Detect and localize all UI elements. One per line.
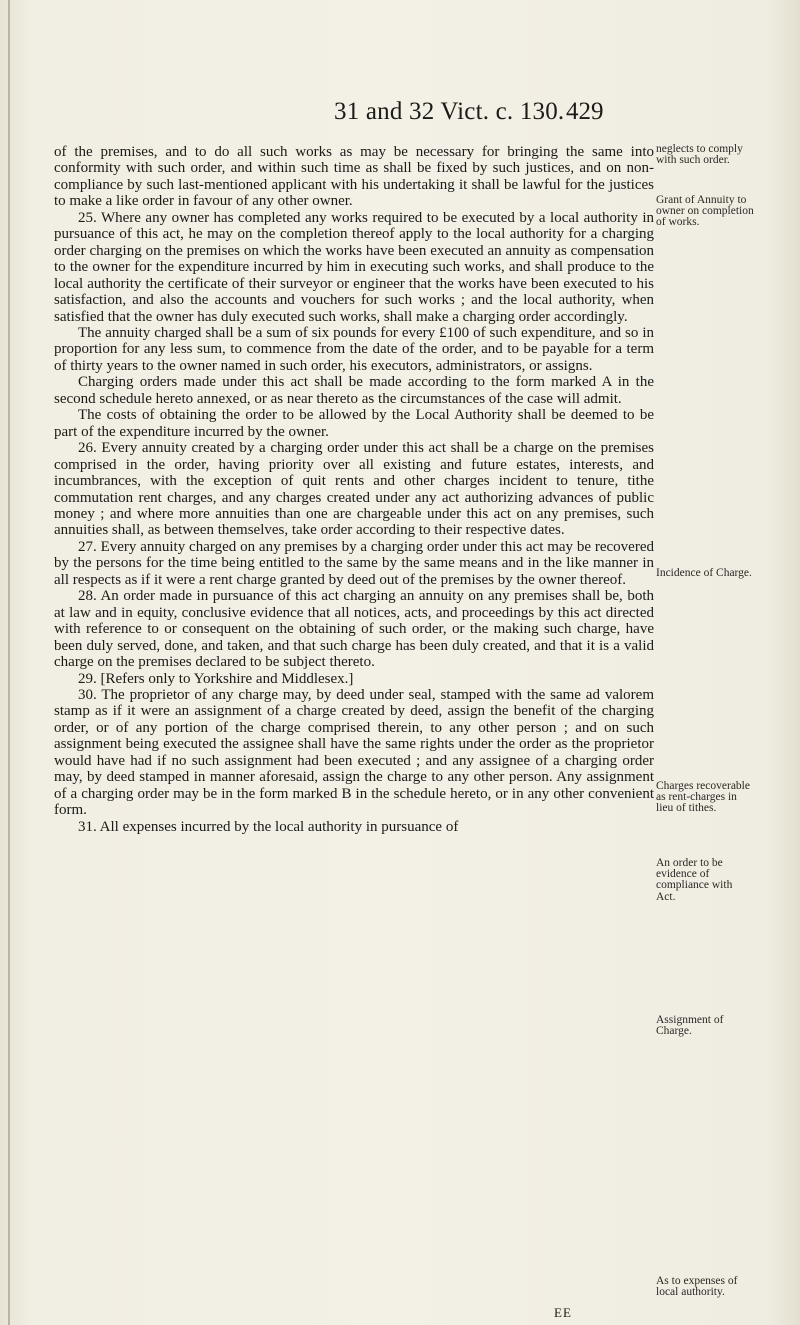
section-25: 25. Where any owner has completed any works required to be executed by a local authority in pursuance of this act, he may on the completion thereof apply to the local authority for a charging order charging on the premises on which the works have been executed an annuity as compensation to the owner for the expenditure incurred by him in executing such works, and shall produce to the local authority the certificate of their surveyor or engineer that the works have been executed to his satisfaction, and also the accounts and vouchers for such works ; and the local authority, when satisfied that the owner has duly executed such works, shall make a charging order accordingly. <box>54 209 654 325</box>
side-note-order-evidence: An order to be evidence of compliance with Act. <box>656 857 733 903</box>
section-28: 28. An order made in pursuance of this act charging an annuity on any premises shall be, both at law and in equity, conclusive evidence that all notices, acts, and proceedings by this act directed with reference to or consequent on the obtaining of such order, or the making such charge, have been duly served, done, and taken, and that such charge has been duly created, and that it is a valid charge on the premises declared to be subject thereto. <box>54 588 654 671</box>
side-note-neglects: neglects to comply with such order. <box>656 143 743 167</box>
section-25-annuity: The annuity charged shall be a sum of six pounds for every £100 of such expenditure, and so in proportion for any less sum, to commence from the date of the order, and to be payable for a term of thirty years to the owner named in such order, his executors, administrators, or assigns. <box>54 324 654 374</box>
running-head: 31 and 32 Vict. c. 130. <box>334 98 565 125</box>
side-note-assignment: Assignment of Charge. <box>656 1014 724 1038</box>
section-30: 30. The proprietor of any charge may, by deed under seal, stamped with the same ad valorem stamp as if it were an assignment of a charge created by deed, assign the benefit of the charging order, or of any portion of the charge comprised therein, to any other person ; and on such assignment being executed the assignee shall have the same rights under the order as the proprietor would have had if no such assignment had been executed ; and any assignee of a charging order may, by deed stamped in manner aforesaid, assign the charge to any other person. Any assignment of a charging order may be in the form marked B in the schedule hereto, or in any other convenient form. <box>54 686 654 819</box>
page-edge <box>8 0 10 1325</box>
page-header <box>0 98 800 128</box>
signature-mark: EE <box>554 1305 572 1320</box>
paragraph-continuation: of the premises, and to do all such works as may be necessary for bringing the same into conformity with such order, and within such time as shall be fixed by such justices, and on non-compliance by such last-mentioned applicant with his undertaking it shall be lawful for the justices to make a like order in favour of any other owner. <box>54 144 654 210</box>
main-text <box>54 144 654 835</box>
side-note-expenses: As to expenses of local authority. <box>656 1275 738 1299</box>
section-31: 31. All expenses incurred by the local authority in pursuance of <box>78 818 459 835</box>
section-27: 27. Every annuity charged on any premises by a charging order under this act may be recovered by the persons for the time being entitled to the same by the same means and in the like manner in all respects as if it were a rent charge granted by deed out of the premises by the owner thereof. <box>54 538 654 588</box>
side-note-grant-of-annuity: Grant of Annuity to owner on completion of works. <box>656 194 754 229</box>
page-number: 429 <box>566 98 604 125</box>
section-25-orders: Charging orders made under this act shall be made according to the form marked A in the second schedule hereto annexed, or as near thereto as the circumstances of the case will admit. <box>54 374 654 407</box>
section-25-costs: The costs of obtaining the order to be allowed by the Local Authority shall be deemed to be part of the expenditure incurred by the owner. <box>54 407 654 440</box>
side-note-incidence: Incidence of Charge. <box>656 567 752 579</box>
section-29: 29. [Refers only to Yorkshire and Middlesex.] <box>78 670 354 687</box>
section-26: 26. Every annuity created by a charging order under this act shall be a charge on the premises comprised in the order, having priority over all existing and future estates, interests, and incumbrances, with the exception of quit rents and other charges incident to tenure, tithe commutation rent charges, and any charges created under any act authorizing advances of public money ; and where more annuities than one are chargeable under this act on any premises, such annuities shall, as between themselves, take order according to their respective dates. <box>54 440 654 539</box>
side-note-charges-recoverable: Charges recoverable as rent-charges in lieu of tithes. <box>656 780 750 815</box>
